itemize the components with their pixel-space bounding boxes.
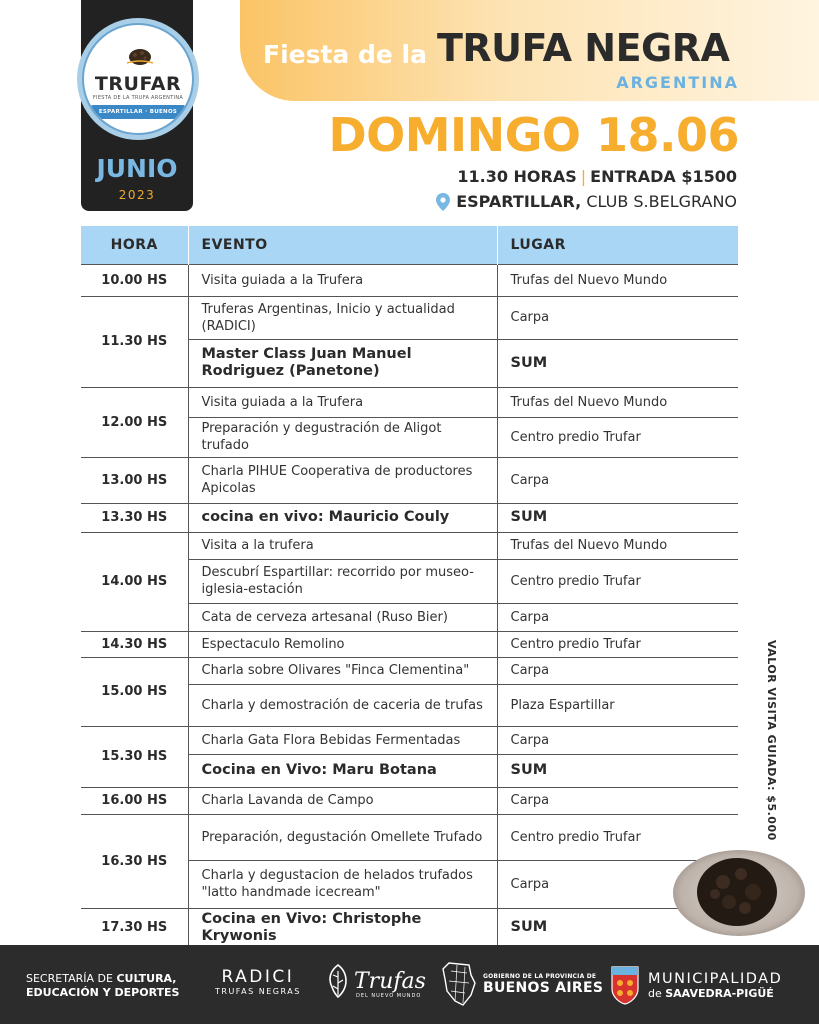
secretaria-line1-a: SECRETARÍA DE — [26, 972, 117, 985]
table-row — [81, 387, 738, 417]
table-row — [81, 908, 738, 947]
truffle-photo — [671, 848, 806, 938]
location-town: ESPARTILLAR, — [456, 192, 582, 211]
row-place: SUM — [510, 919, 548, 935]
schedule-table — [81, 226, 738, 947]
row-hour: 10.00 HS — [81, 264, 188, 296]
row-place: Centro predio Trufar — [497, 631, 738, 657]
row-hour: 13.00 HS — [81, 457, 188, 503]
row-event: Cocina en Vivo: Maru Botana — [188, 754, 497, 787]
row-event: Visita guiada a la Trufera — [188, 387, 497, 417]
sponsors-footer — [0, 945, 819, 1024]
row-event: Charla y degustacion de helados trufados "latto handmade icecream" — [188, 860, 497, 908]
row-hour: 14.30 HS — [81, 631, 188, 657]
row-hour: 11.30 HS — [81, 296, 188, 387]
row-event: Visita guiada a la Trufera — [188, 264, 497, 296]
row-place: Carpa — [497, 860, 738, 908]
row-event: Charla sobre Olivares "Finca Clementina" — [188, 657, 497, 684]
month-label: JUNIO — [96, 154, 178, 183]
truffle-icon — [126, 45, 154, 67]
table-row — [81, 787, 738, 814]
row-hour: 15.00 HS — [81, 657, 188, 726]
row-hour: 17.30 HS — [81, 908, 188, 947]
muni-line1: MUNICIPALIDAD — [648, 970, 783, 987]
muni-line2-a: de — [648, 986, 666, 1000]
row-event: Descubrí Espartillar: recorrido por museo-iglesia-estación — [188, 559, 497, 603]
logo-ribbon: ESPARTILLAR · BUENOS AIRES — [90, 105, 186, 119]
row-event: Charla Lavanda de Campo — [188, 787, 497, 814]
year-label: 2023 — [118, 188, 156, 202]
separator: | — [580, 167, 587, 186]
row-place: Carpa — [497, 726, 738, 754]
row-hour: 14.00 HS — [81, 532, 188, 631]
row-place: SUM — [497, 503, 738, 532]
trufas-word: Trufas — [354, 968, 426, 994]
secretaria-line1-b: CULTURA, — [116, 972, 177, 985]
municipalidad-logo — [610, 965, 782, 1005]
table-row — [81, 657, 738, 684]
row-place: Trufas del Nuevo Mundo — [497, 387, 738, 417]
table-row — [81, 726, 738, 754]
ba-line1: GOBIERNO DE LA PROVINCIA DE — [483, 972, 597, 980]
row-place: Carpa — [497, 657, 738, 684]
row-hour: 13.30 HS — [81, 503, 188, 532]
ba-line2: BUENOS AIRES — [483, 979, 604, 996]
row-hour: 15.30 HS — [81, 726, 188, 787]
row-hour: 16.00 HS — [81, 787, 188, 814]
row-event: Visita a la trufera — [188, 532, 497, 559]
event-date: DOMINGO 18.06 — [328, 108, 739, 162]
row-place: SUM — [497, 339, 738, 387]
table-row — [81, 457, 738, 503]
radici-sub: TRUFAS NEGRAS — [215, 987, 301, 996]
muni-line2-b: SAAVEDRA-PIGÜÉ — [665, 986, 774, 1000]
row-event: Master Class Juan Manuel Rodriguez (Panetone) — [188, 339, 497, 387]
row-event: Charla PIHUE Cooperativa de productores Apicolas — [188, 457, 497, 503]
trufas-nuevo-mundo-logo — [326, 963, 426, 999]
entry-price: ENTRADA $1500 — [590, 167, 737, 186]
radici-name: RADICI — [221, 967, 295, 987]
table-row — [81, 503, 738, 532]
row-place: Carpa — [497, 787, 738, 814]
location-line — [436, 192, 737, 211]
row-hour: 16.30 HS — [81, 814, 188, 908]
trufar-logo — [77, 18, 199, 140]
event-time: 11.30 HORAS — [457, 167, 577, 186]
table-row — [81, 296, 738, 339]
secretaria-logo — [26, 972, 179, 1000]
secretaria-line2: EDUCACIÓN Y DEPORTES — [26, 986, 180, 999]
side-note-text: VALOR VISITA GUIADA: $5.000 — [765, 640, 778, 841]
guided-visit-price-note — [760, 640, 782, 841]
logo-tagline: FIESTA DE LA TRUFA ARGENTINA — [92, 95, 184, 101]
province-map-icon — [441, 961, 477, 1007]
row-event: Cata de cerveza artesanal (Ruso Bier) — [188, 603, 497, 631]
row-event: Preparación, degustación Omellete Trufado — [188, 814, 497, 860]
table-row — [81, 814, 738, 860]
time-entry-line — [457, 167, 737, 186]
buenos-aires-logo — [441, 961, 603, 1007]
table-row — [81, 631, 738, 657]
row-place: Carpa — [497, 603, 738, 631]
row-place: Trufas del Nuevo Mundo — [497, 532, 738, 559]
table-row — [81, 264, 738, 296]
row-event: Espectaculo Remolino — [188, 631, 497, 657]
row-place: SUM — [497, 754, 738, 787]
table-row — [81, 532, 738, 559]
trufas-sub: DEL NUEVO MUNDO — [356, 993, 422, 999]
logo-title: TRUFAR — [94, 73, 182, 95]
title-main: TRUFA NEGRA — [437, 26, 730, 70]
row-event: cocina en vivo: Mauricio Couly — [188, 503, 497, 532]
logo-inner — [82, 23, 194, 135]
row-place: Centro predio Trufar — [497, 814, 738, 860]
radici-logo — [215, 967, 301, 996]
table-header-row — [81, 226, 738, 264]
location-venue: CLUB S.BELGRANO — [581, 192, 737, 211]
row-hour: 12.00 HS — [81, 387, 188, 457]
municipal-shield-icon — [610, 965, 640, 1005]
row-event: Truferas Argentinas, Inicio y actualidad (RADICI) — [188, 296, 497, 339]
row-event: Cocina en Vivo: Christophe Krywonis — [188, 908, 497, 947]
location-pin-icon — [436, 193, 450, 211]
row-event: Preparación y degustración de Aligot trufado — [188, 417, 497, 457]
row-place: Centro predio Trufar — [497, 559, 738, 603]
row-place: Carpa — [497, 457, 738, 503]
row-place: Trufas del Nuevo Mundo — [497, 264, 738, 296]
row-place: Centro predio Trufar — [497, 417, 738, 457]
row-place: Carpa — [497, 296, 738, 339]
row-place: Plaza Espartillar — [497, 684, 738, 726]
title-country: ARGENTINA — [616, 73, 739, 92]
header-event: EVENTO — [188, 226, 497, 264]
header-hour: HORA — [81, 226, 188, 264]
title-prefix: Fiesta de la — [263, 40, 428, 69]
row-event: Charla y demostración de caceria de trufas — [188, 684, 497, 726]
row-event: Charla Gata Flora Bebidas Fermentadas — [188, 726, 497, 754]
leaf-emblem-icon — [326, 963, 350, 999]
header-place: LUGAR — [497, 226, 738, 264]
